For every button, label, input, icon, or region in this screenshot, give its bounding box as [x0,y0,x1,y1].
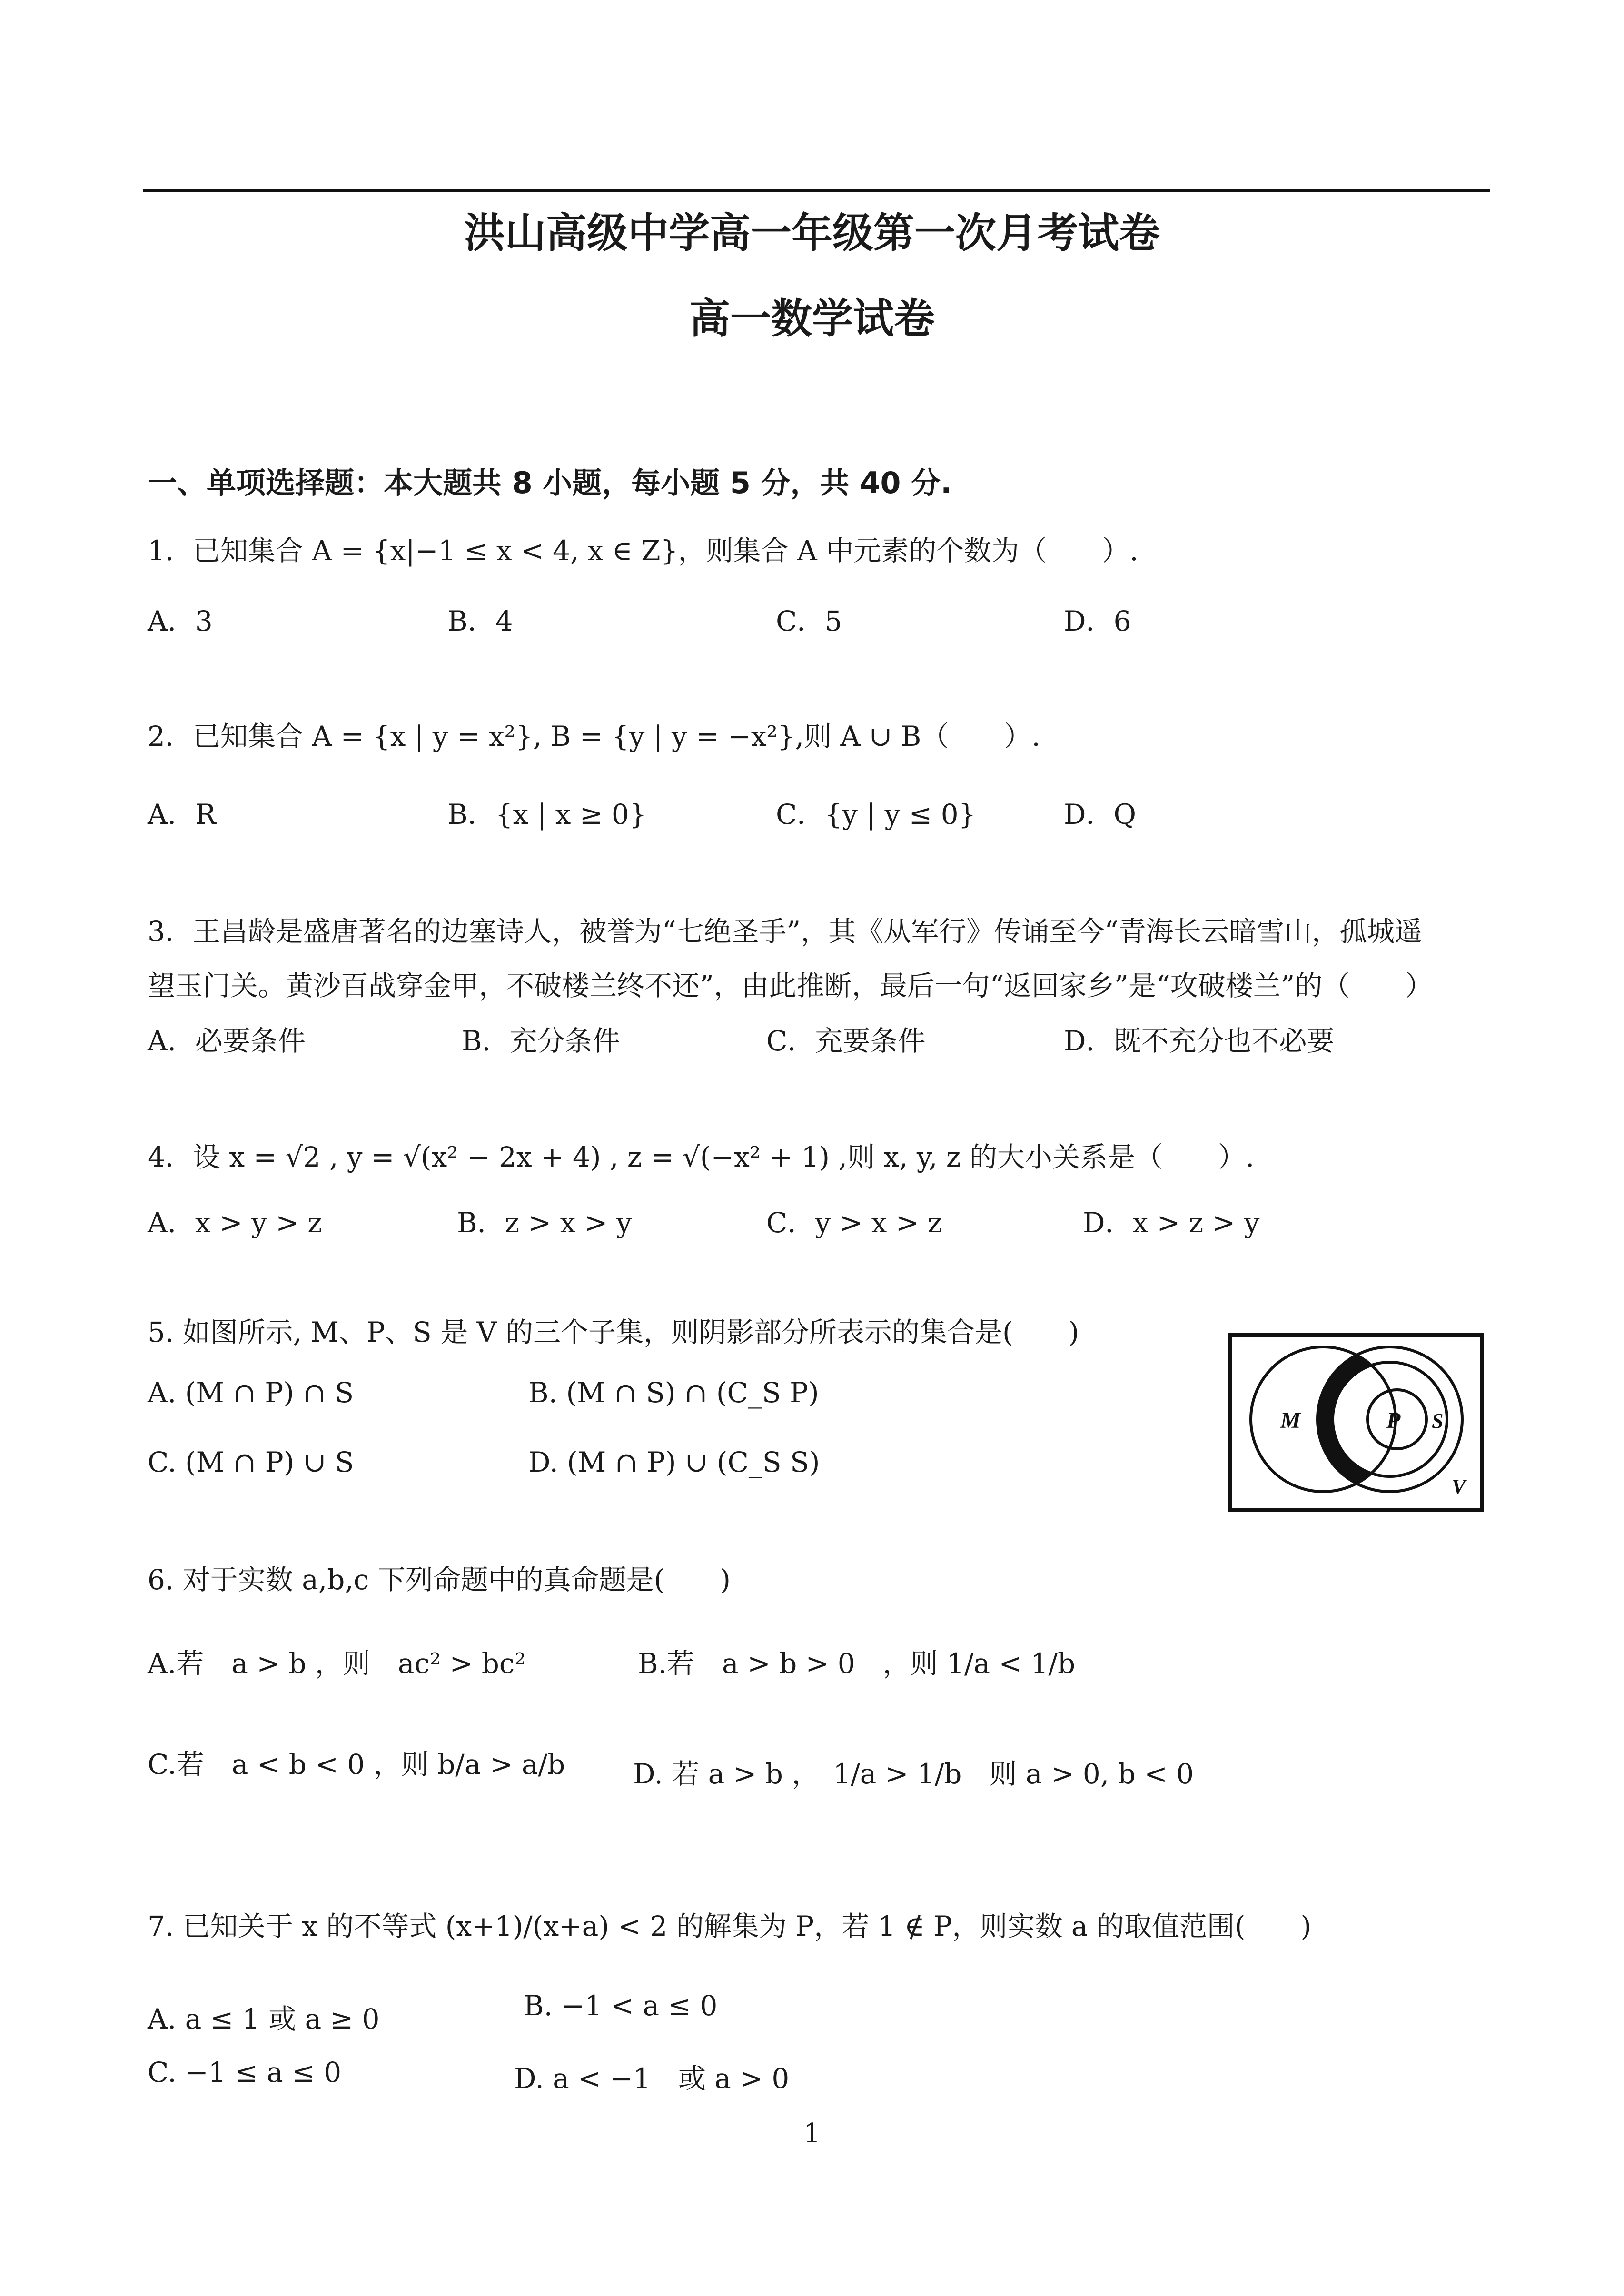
question-1-option-a: A．3 [148,605,213,637]
exam-title: 洪山高级中学高一年级第一次月考试卷 [464,209,1160,257]
question-5-option-b: B. (M ∩ S) ∩ (C_S P) [528,1376,819,1409]
question-6-option-c: C.若 a < b < 0 ，则 b/a > a/b [148,1748,565,1781]
question-6-option-b: B.若 a > b > 0 ，则 1/a < 1/b [638,1647,1076,1680]
question-2-option-b: B．{x | x ≥ 0} [447,798,647,831]
question-4-option-a: A．x > y > z [148,1207,322,1239]
page-number: 1 [803,2118,821,2149]
venn-label-s: S [1432,1409,1444,1433]
venn-diagram [1228,1333,1485,1514]
question-7-option-b: B. −1 < a ≤ 0 [524,1989,718,2022]
section-heading: 一、单项选择题：本大题共 8 小题，每小题 5 分，共 40 分. [148,465,952,500]
question-3-option-a: A．必要条件 [148,1025,306,1057]
question-7-option-d: D. a < −1 或 a > 0 [514,2062,790,2095]
question-4-text: 4．设 x = √2 , y = √(x² − 2x + 4) , z = √(−x² + 1) ,则 x, y, z 的大小关系是（ ）. [148,1141,1255,1173]
question-7-text: 7. 已知关于 x 的不等式 (x+1)/(x+a) < 2 的解集为 P，若 1 ∉ P，则实数 a 的取值范围( ) [148,1910,1312,1942]
question-3-option-d: D．既不充分也不必要 [1064,1025,1335,1057]
question-3-option-c: C．充要条件 [766,1025,926,1057]
question-5-option-c: C. (M ∩ P) ∪ S [148,1446,354,1478]
question-4-option-c: C．y > x > z [766,1207,942,1239]
exam-subtitle: 高一数学试卷 [689,295,935,343]
question-1-text: 1．已知集合 A = {x|−1 ≤ x < 4, x ∈ Z}，则集合 A 中元素的个数为（ ）. [148,534,1139,567]
question-1-option-d: D．6 [1064,605,1131,637]
question-2-option-a: A．R [148,798,216,831]
question-5-option-a: A. (M ∩ P) ∩ S [148,1376,354,1409]
venn-label-p: P [1386,1408,1401,1433]
question-6-text: 6. 对于实数 a,b,c 下列命题中的真命题是( ) [148,1564,731,1596]
question-4-option-d: D．x > z > y [1083,1207,1260,1239]
venn-label-v: V [1452,1475,1466,1498]
question-1-option-b: B．4 [447,605,513,637]
question-2-text: 2．已知集合 A = {x | y = x²}, B = {y | y = −x²},则 A ∪ B（ ）. [148,720,1040,752]
question-3-line-1: 3．王昌龄是盛唐著名的边塞诗人，被誉为“七绝圣手”，其《从军行》传诵至今“青海长云暗雪山，孤城遥 [148,915,1422,948]
question-3-line-2: 望玉门关。黄沙百战穿金甲，不破楼兰终不还”，由此推断，最后一句“返回家乡”是“攻破楼兰”的（ ） [148,970,1433,1002]
header-rule [143,189,1490,192]
question-6-option-a: A.若 a > b ，则 ac² > bc² [148,1647,526,1680]
question-6-option-d: D. 若 a > b ， 1/a > 1/b 则 a > 0, b < 0 [633,1758,1194,1790]
question-7-option-c: C. −1 ≤ a ≤ 0 [148,2056,342,2088]
question-5-option-d: D. (M ∩ P) ∪ (C_S S) [528,1446,820,1478]
question-5-text: 5. 如图所示, M、P、S 是 V 的三个子集，则阴影部分所表示的集合是( ) [148,1316,1079,1348]
venn-label-m: M [1280,1408,1301,1433]
question-3-option-b: B．充分条件 [462,1025,620,1057]
question-2-option-c: C．{y | y ≤ 0} [776,798,976,831]
question-1-option-c: C．5 [776,605,842,637]
question-7-option-a: A. a ≤ 1 或 a ≥ 0 [148,2003,380,2035]
question-2-option-d: D．Q [1064,798,1137,831]
question-4-option-b: B．z > x > y [457,1207,632,1239]
